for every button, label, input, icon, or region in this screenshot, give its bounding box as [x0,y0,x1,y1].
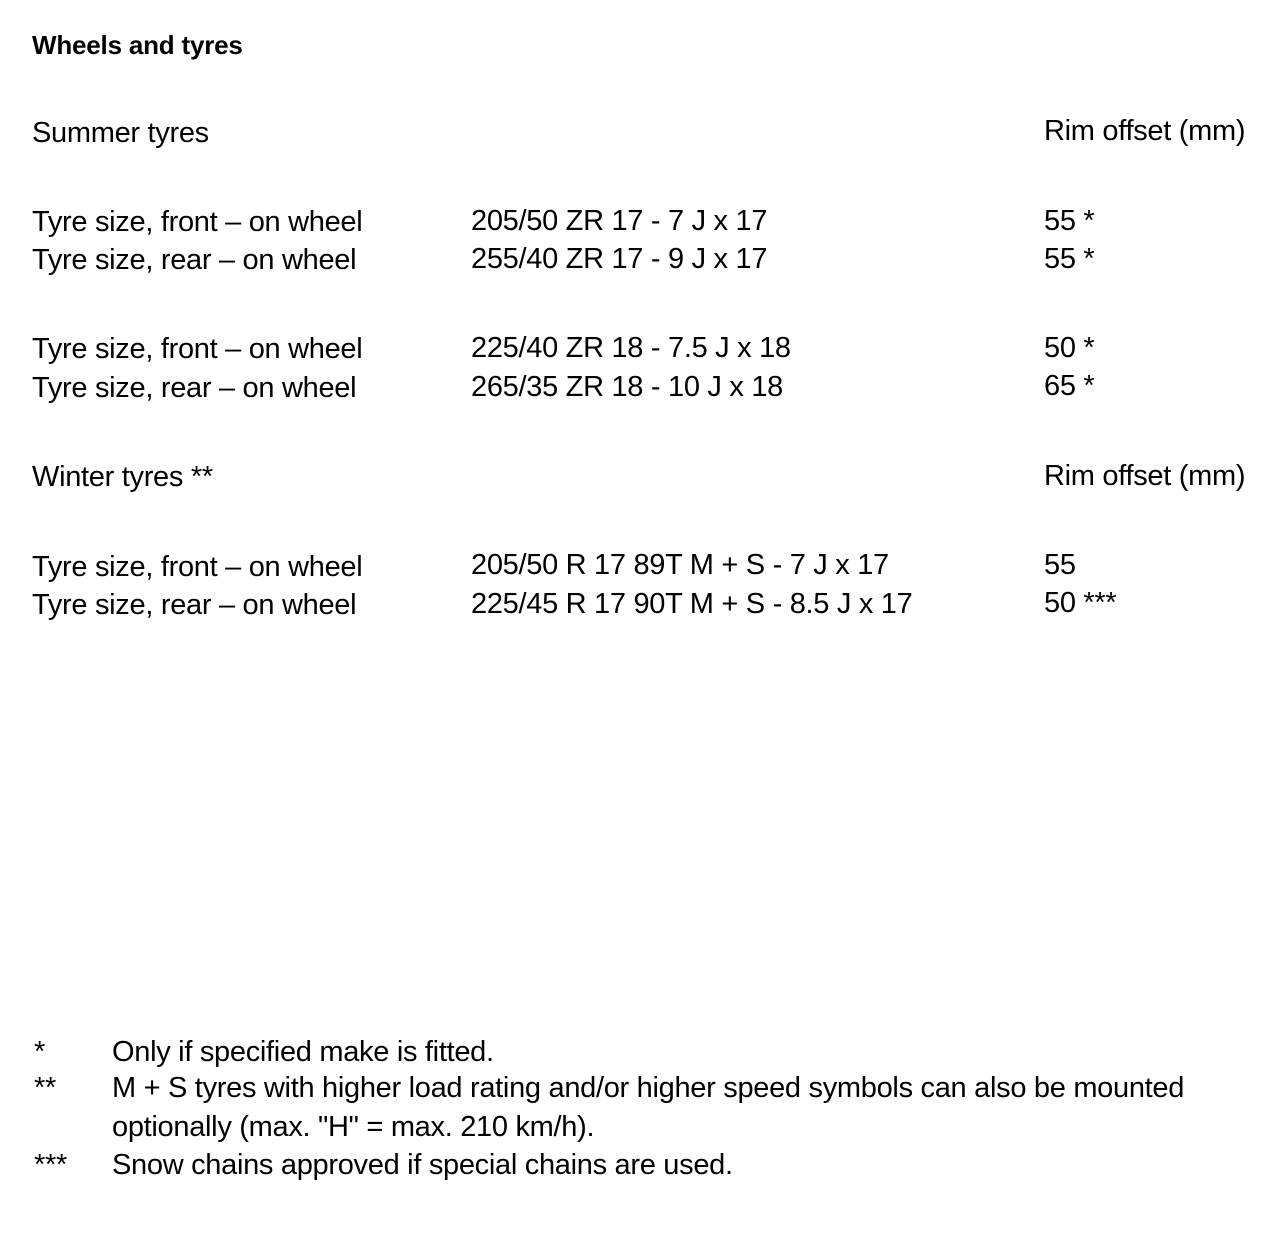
rim-offset: 50 * [1044,332,1095,364]
rim-offset: 65 * [1044,370,1095,402]
footnote-mark: *** [34,1149,67,1181]
tyre-size: 265/35 ZR 18 - 10 J x 18 [471,371,783,403]
tyre-size: 225/45 R 17 90T M + S - 8.5 J x 17 [471,588,913,620]
row-label: Tyre size, front – on wheel [32,333,363,365]
summer-tyres-heading: Summer tyres [32,117,209,149]
rim-offset: 55 [1044,549,1076,581]
rim-offset: 55 * [1044,205,1095,237]
footnote-text: M + S tyres with higher load rating and/or higher speed symbols can also be mounted [112,1072,1185,1104]
tyre-size: 225/40 ZR 18 - 7.5 J x 18 [471,332,791,364]
footnote-text: Snow chains approved if special chains are used. [112,1149,733,1181]
tyre-size: 205/50 ZR 17 - 7 J x 17 [471,205,768,237]
tyre-size: 205/50 R 17 89T M + S - 7 J x 17 [471,549,889,581]
footnote-mark: * [34,1036,45,1068]
footnote-text-continued: optionally (max. "H" = max. 210 km/h). [112,1111,595,1143]
rim-offset: 50 *** [1044,587,1117,619]
row-label: Tyre size, rear – on wheel [32,589,357,621]
winter-tyres-heading: Winter tyres ** [32,461,213,493]
page-title: Wheels and tyres [32,30,243,60]
footnote-text: Only if specified make is fitted. [112,1036,494,1068]
footnote-mark: ** [34,1072,56,1104]
row-label: Tyre size, front – on wheel [32,206,363,238]
summer-rim-offset-heading: Rim offset (mm) [1044,115,1246,147]
row-label: Tyre size, front – on wheel [32,551,363,583]
rim-offset: 55 * [1044,243,1095,275]
row-label: Tyre size, rear – on wheel [32,244,357,276]
winter-rim-offset-heading: Rim offset (mm) [1044,460,1246,492]
tyre-size: 255/40 ZR 17 - 9 J x 17 [471,243,768,275]
row-label: Tyre size, rear – on wheel [32,372,357,404]
